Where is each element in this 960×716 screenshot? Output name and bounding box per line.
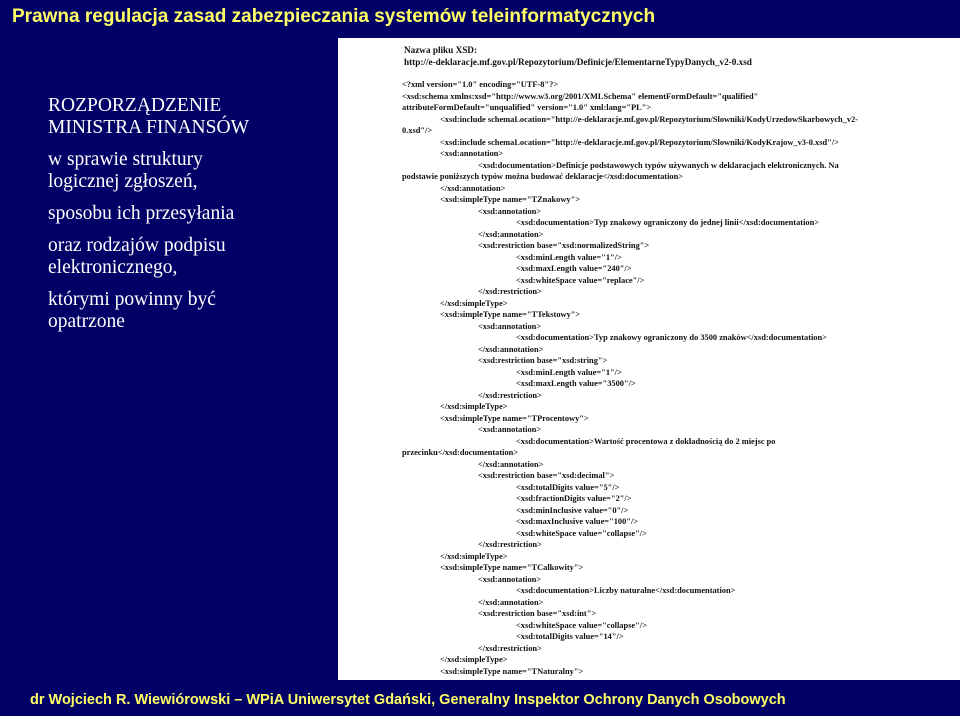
text-block [48, 95, 318, 139]
code-line: </xsd:restriction> [478, 287, 542, 296]
code-line: <xsd:simpleType name="TProcentowy"> [440, 413, 589, 423]
code-line: przecinku</xsd:documentation> [402, 448, 519, 457]
code-line: <xsd:restriction base="xsd:int"> [478, 609, 597, 618]
code-line: <?xml version="1.0" encoding="UTF-8"?> [402, 80, 559, 89]
text-block [48, 235, 318, 279]
code-line: <xsd:documentation>Wartość procentowa z dokładnością do 2 miejsc po [516, 436, 776, 446]
text-line: w sprawie struktury [48, 149, 203, 170]
code-line: attributeFormDefault="unqualified" version="1.0" xml:lang="PL"> [402, 103, 652, 112]
text-line: logicznej zgłoszeń, [48, 171, 198, 192]
code-line: <xsd:totalDigits value="14"/> [516, 632, 624, 641]
code-line: <xsd:simpleType name="TZnakowy"> [440, 195, 581, 204]
code-line: <xsd:restriction base="xsd:string"> [478, 356, 608, 365]
code-line: <xsd:simpleType name="TCalkowity"> [440, 563, 584, 572]
code-line: </xsd:simpleType> [440, 298, 508, 308]
code-line: <xsd:documentation>Typ znakowy ograniczony do 3500 znaków</xsd:documentation> [516, 333, 827, 342]
text-line: opatrzone [48, 311, 125, 332]
code-line: 0.xsd"/> [402, 126, 433, 135]
xsd-file-label: Nazwa pliku XSD: [404, 45, 478, 55]
text-block [48, 149, 318, 193]
code-line: <xsd:maxLength value="240"/> [516, 264, 632, 273]
xsd-file-url: http://e-deklaracje.mf.gov.pl/Repozytorium/Definicje/ElementarneTypyDanych_v2-0.xsd [404, 57, 752, 67]
code-line: <xsd:simpleType name="TNaturalny"> [440, 666, 584, 676]
code-line: <xsd:minLength value="1"/> [516, 252, 622, 262]
slide-footer: dr Wojciech R. Wiewiórowski – WPiA Uniwersytet Gdański, Generalny Inspektor Ochrony Danych Osobowych [30, 692, 786, 708]
text-line: MINISTRA FINANSÓW [48, 117, 249, 138]
code-line: </xsd:restriction> [478, 540, 542, 549]
text-block [48, 203, 318, 225]
code-line: <xsd:whiteSpace value="replace"/> [516, 275, 645, 285]
xsd-code-listing [402, 79, 954, 677]
text-line: którymi powinny być [48, 289, 216, 310]
code-line: <xsd:annotation> [478, 574, 542, 584]
code-line: <xsd:annotation> [440, 149, 504, 158]
code-line: </xsd:simpleType> [440, 655, 508, 664]
code-line: <xsd:include schemaLocation="http://e-deklaracje.mf.gov.pl/Repozytorium/Slowniki/KodyUrzedowSkarbowych_v2- [440, 114, 859, 124]
text-block [48, 289, 318, 333]
xsd-document-image [338, 38, 960, 680]
code-line: </xsd:annotation> [478, 597, 544, 607]
code-line: <xsd:whiteSpace value="collapse"/> [516, 528, 647, 538]
code-line: </xsd:simpleType> [440, 402, 508, 411]
code-line: <xsd:documentation>Liczby naturalne</xsd:documentation> [516, 586, 736, 595]
code-line: </xsd:simpleType> [440, 551, 508, 561]
code-line: <xsd:restriction base="xsd:normalizedString"> [478, 241, 650, 250]
code-line: <xsd:totalDigits value="5"/> [516, 482, 620, 492]
code-line: <xsd:restriction base="xsd:decimal"> [478, 471, 615, 480]
code-line: <xsd:fractionDigits value="2"/> [516, 494, 632, 503]
code-line: <xsd:include schemaLocation="http://e-deklaracje.mf.gov.pl/Repozytorium/Slowniki/KodyKrajow_v3-0.xsd"/> [440, 137, 839, 147]
code-line: </xsd:annotation> [440, 183, 506, 193]
code-line: podstawie poniższych typów można budować deklaracje</xsd:documentation> [402, 172, 684, 181]
text-line: sposobu ich przesyłania [48, 203, 235, 224]
text-line: elektronicznego, [48, 257, 178, 278]
code-line: </xsd:annotation> [478, 229, 544, 239]
code-line: <xsd:minInclusive value="0"/> [516, 505, 629, 515]
code-line: <xsd:documentation>Definicje podstawowych typów używanych w deklaracjach elektronicznych. Na [478, 160, 839, 170]
code-line: <xsd:whiteSpace value="collapse"/> [516, 620, 647, 630]
code-line: </xsd:restriction> [478, 643, 542, 653]
code-line: <xsd:schema xmlns:xsd="http://www.w3.org/2001/XMLSchema" elementFormDefault="qualified" [402, 91, 759, 101]
text-line: oraz rodzajów podpisu [48, 235, 226, 256]
code-line: </xsd:restriction> [478, 390, 542, 400]
code-line: </xsd:annotation> [478, 344, 544, 354]
code-line: <xsd:annotation> [478, 321, 542, 331]
slide-title: Prawna regulacja zasad zabezpieczania systemów teleinformatycznych [12, 6, 656, 27]
code-line: <xsd:maxLength value="3500"/> [516, 379, 636, 388]
code-line: <xsd:maxInclusive value="100"/> [516, 517, 639, 526]
code-line: <xsd:annotation> [478, 425, 542, 434]
code-line: <xsd:minLength value="1"/> [516, 367, 622, 377]
code-line: <xsd:simpleType name="TTekstowy"> [440, 310, 581, 319]
code-line: <xsd:annotation> [478, 206, 542, 216]
code-line: <xsd:documentation>Typ znakowy ograniczony do jednej linii</xsd:documentation> [516, 218, 820, 227]
xsd-file-header [404, 44, 752, 68]
code-line: </xsd:annotation> [478, 459, 544, 469]
text-line: ROZPORZĄDZENIE [48, 95, 222, 116]
left-text-block [48, 95, 318, 343]
